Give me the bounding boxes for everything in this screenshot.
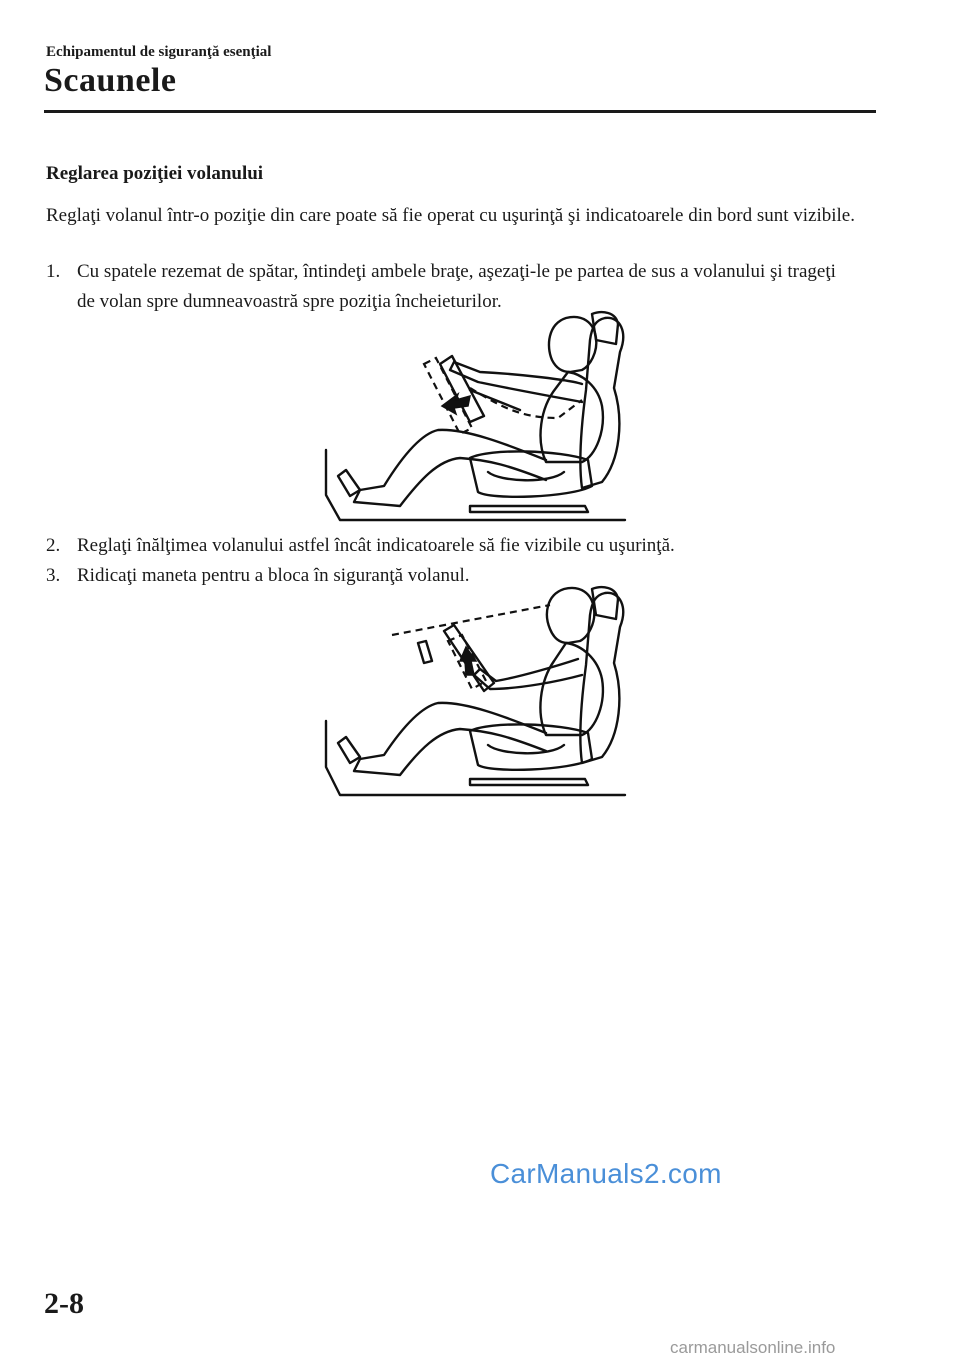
cushion-detail (488, 745, 564, 753)
intro-paragraph: Reglaţi volanul într-o poziţie din care poate să fie operat cu uşurinţă şi indicatoarele din bord sunt vizibile. (46, 205, 855, 226)
steering-height-illustration (320, 585, 640, 800)
step-text: Ridicaţi maneta pentru a bloca în siguranţă volanul. (77, 565, 470, 586)
seat-cushion (470, 724, 592, 769)
page-title: Scaunele (44, 62, 177, 99)
step-text: Reglaţi înălţimea volanului astfel încât indicatoarele să fie vizibile cu uşurinţă. (77, 535, 675, 556)
lock-lever-arrow-icon (460, 647, 476, 675)
pedal (338, 470, 360, 496)
driver-arm (474, 659, 582, 689)
section-label: Echipamentul de siguranţă esenţial (46, 44, 272, 60)
step-number: 3. (46, 565, 61, 586)
steering-wheel-previous (424, 358, 472, 434)
instrument-cluster (418, 641, 432, 663)
watermark-footer: carmanualsonline.info (670, 1338, 836, 1357)
pull-arrow-icon (442, 394, 470, 414)
sight-line (392, 605, 550, 635)
driver-legs (354, 430, 546, 506)
seat-rail (470, 779, 588, 785)
driver-legs (354, 703, 546, 775)
subheading: Reglarea poziţiei volanului (46, 163, 264, 184)
list-item (46, 257, 846, 317)
seat-rail (470, 506, 588, 512)
list-item (46, 531, 846, 561)
steering-column (470, 390, 520, 410)
page-number: 2-8 (44, 1287, 84, 1320)
title-divider (44, 110, 876, 113)
step-list-1 (46, 257, 846, 317)
step-number: 1. (46, 261, 61, 282)
step-number: 2. (46, 535, 61, 556)
step-list-2 (46, 531, 846, 591)
watermark-logo: CarManuals2.com (490, 1158, 722, 1189)
steering-reach-illustration (320, 310, 640, 525)
driver-head (547, 588, 594, 643)
step-text: Cu spatele rezemat de spătar, întindeţi ambele braţe, aşezaţi-le pe partea de sus a volanului şi trageţi de volan spre dumneavoastră spre poziţia încheieturilor. (77, 261, 836, 312)
pedal (338, 737, 360, 763)
driver-torso (540, 643, 602, 735)
